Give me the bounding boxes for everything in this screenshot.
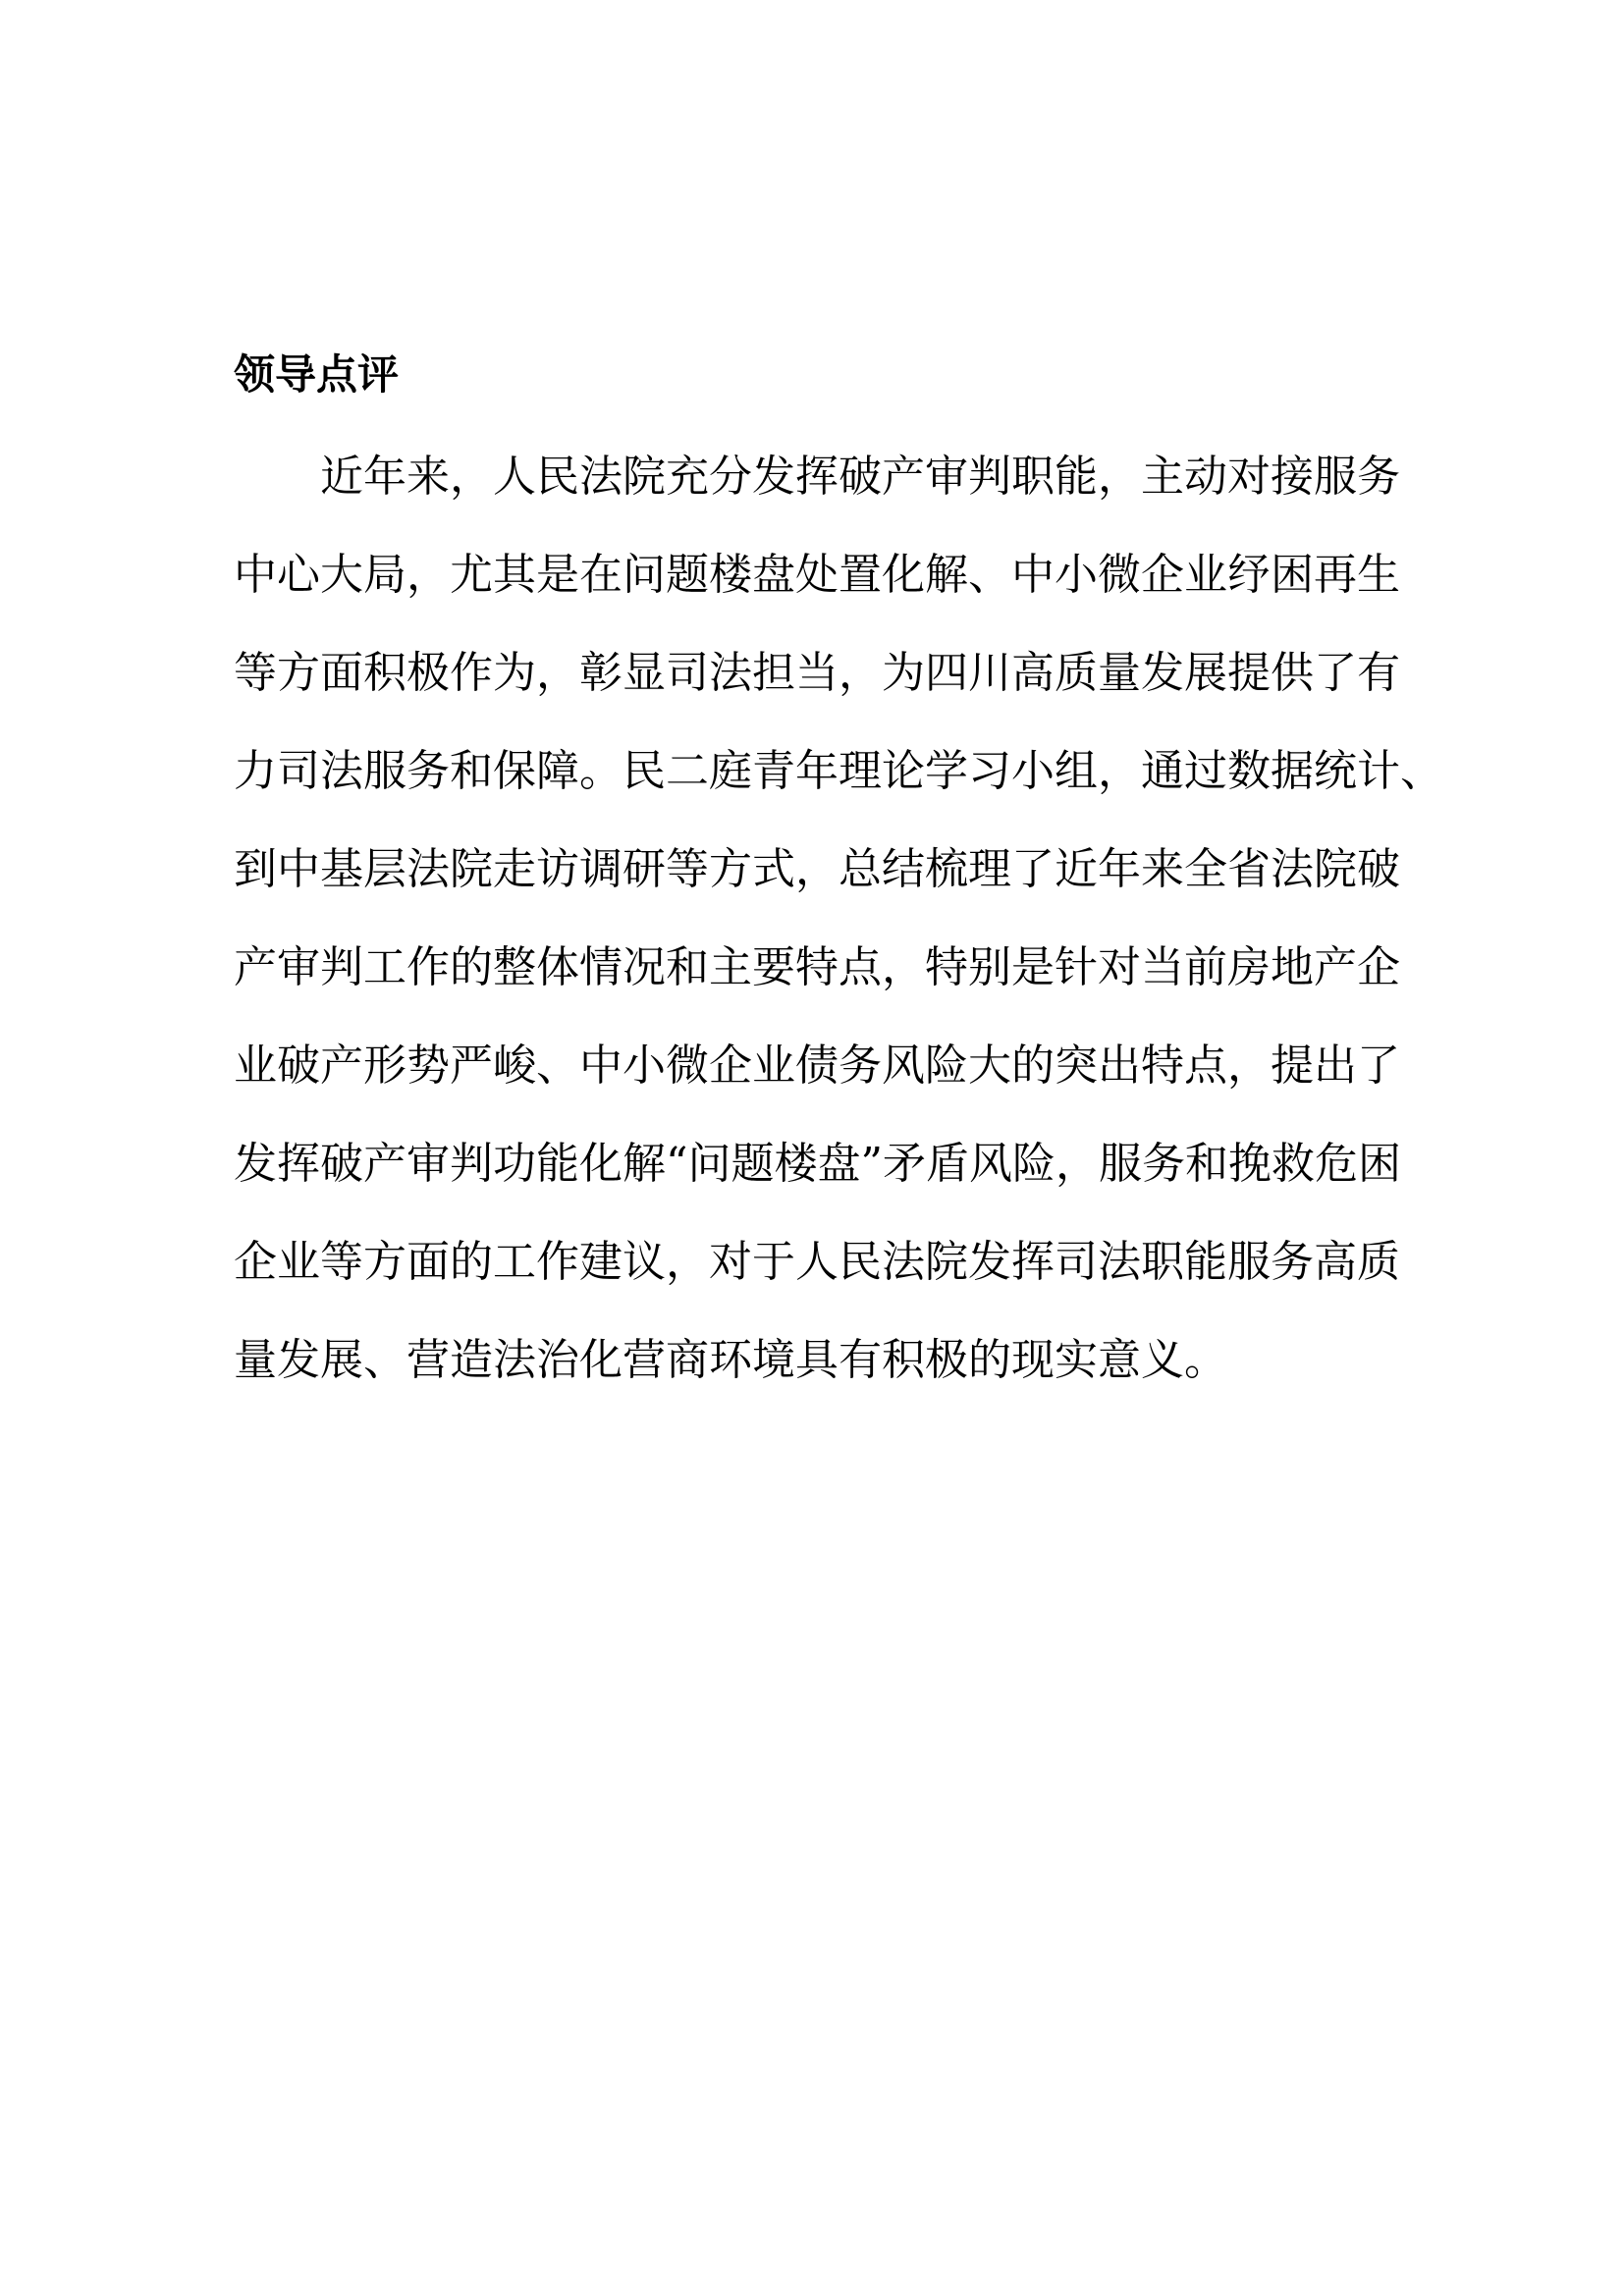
paragraph-line: 量发展、营造法治化营商环境具有积极的现实意义。: [234, 1335, 1227, 1385]
paragraph-line: 企业等方面的工作建议，对于人民法院发挥司法职能服务高质: [234, 1237, 1400, 1287]
paragraph-line: 近年来，人民法院充分发挥破产审判职能，主动对接服务: [320, 452, 1400, 502]
paragraph-line: 发挥破产审判功能化解“问题楼盘”矛盾风险，服务和挽救危困: [234, 1139, 1401, 1189]
paragraph-line: 中心大局，尤其是在问题楼盘处置化解、中小微企业纾困再生: [234, 550, 1400, 600]
paragraph-line: 到中基层法院走访调研等方式，总结梳理了近年来全省法院破: [234, 844, 1400, 894]
paragraph-line: 产审判工作的整体情况和主要特点，特别是针对当前房地产企: [234, 942, 1400, 992]
section-heading: 领导点评: [234, 350, 400, 399]
paragraph-line: 等方面积极作为，彰显司法担当，为四川高质量发展提供了有: [234, 648, 1400, 698]
paragraph-line: 业破产形势严峻、中小微企业债务风险大的突出特点，提出了: [234, 1041, 1400, 1091]
paragraph-line: 力司法服务和保障。民二庭青年理论学习小组，通过数据统计、: [234, 746, 1443, 796]
